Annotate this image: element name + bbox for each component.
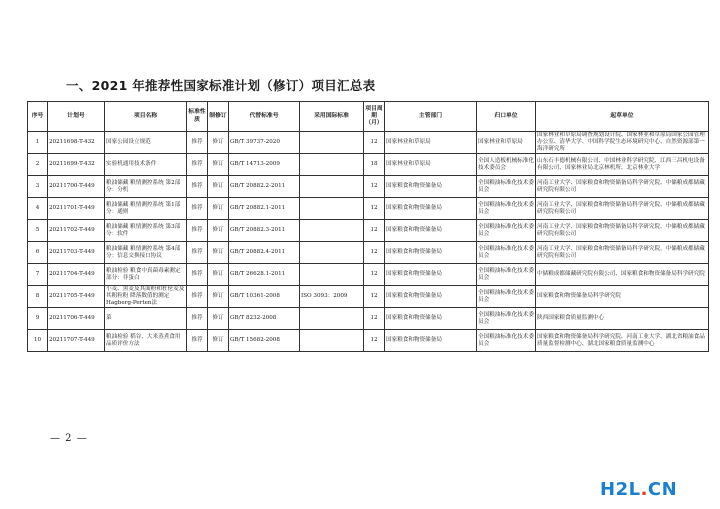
cell-period: 12	[364, 132, 385, 154]
cell-seq: 7	[28, 264, 48, 286]
cell-nature: 推荐	[187, 264, 208, 286]
cell-project-name: 国家公园设立规范	[105, 132, 187, 154]
page-number: — 2 —	[50, 433, 88, 444]
col-header-intl-std: 采用国际标准	[300, 102, 364, 132]
col-header-project-name: 项目名称	[105, 102, 187, 132]
cell-revision: 修订	[208, 286, 229, 308]
cell-nature: 推荐	[187, 330, 208, 352]
cell-replaced-std: GB/T 39737-2020	[229, 132, 300, 154]
cell-plan-no: 20211707-T-449	[48, 330, 105, 352]
cell-tc: 全国粮油标准化技术委员会	[477, 308, 536, 330]
cell-replaced-std: GB/T 8232-2008	[229, 308, 300, 330]
cell-replaced-std: GB/T 20882.2-2011	[229, 176, 300, 198]
cell-drafters: 河南工业大学、国家粮食和物资储备局科学研究院、中储粮成都储藏研究院有限公司	[536, 198, 709, 220]
cell-period: 12	[364, 286, 385, 308]
cell-seq: 1	[28, 132, 48, 154]
cell-drafters: 国家粮食和物资储备局科学研究院、河南工业大学、湖北省粮油食品质量监督检测中心、湖北国家粮食质量监测中心	[536, 330, 709, 352]
cell-nature: 推荐	[187, 308, 208, 330]
cell-period: 12	[364, 242, 385, 264]
cell-authority: 国家粮食和物资储备局	[385, 286, 477, 308]
cell-plan-no: 20211704-T-449	[48, 264, 105, 286]
cell-period: 12	[364, 264, 385, 286]
cell-tc: 国家林业和草原局	[477, 132, 536, 154]
col-header-plan-no: 计划号	[48, 102, 105, 132]
cell-seq: 4	[28, 198, 48, 220]
cell-replaced-std: GB/T 20882.1-2011	[229, 198, 300, 220]
cell-intl-std: ISO 3093：2009	[300, 286, 364, 308]
standards-table	[27, 101, 709, 352]
cell-replaced-std: GB/T 14713-2009	[229, 154, 300, 176]
cell-replaced-std: GB/T 10361-2008	[229, 286, 300, 308]
cell-intl-std	[300, 154, 364, 176]
cell-authority: 国家粮食和物资储备局	[385, 220, 477, 242]
cell-nature: 推荐	[187, 220, 208, 242]
cell-drafters: 国家林业和草原局调查规划设计院、国家林业和草原局国家公园管理办公室、清华大学、中国科学院生态环境研究中心、自然资源部第一海洋研究所	[536, 132, 709, 154]
cell-project-name: 粮油检验 粮食中真菌毒素测定 部分：非蛋白	[105, 264, 187, 286]
cell-tc: 全国粮油标准化技术委员会	[477, 286, 536, 308]
col-header-revision: 制修订	[208, 102, 229, 132]
cell-drafters: 陕西国家粮食质量监测中心	[536, 308, 709, 330]
col-header-nature: 标准性质	[187, 102, 208, 132]
cell-plan-no: 20211702-T-449	[48, 220, 105, 242]
cell-authority: 国家粮食和物资储备局	[385, 308, 477, 330]
cell-drafters: 山东石丰德机械有限公司、中国林业科学研究院、江西三昌机电设备有限公司、国家林业局北京林机所、北京林业大学	[536, 154, 709, 176]
cell-plan-no: 20211701-T-449	[48, 198, 105, 220]
cell-seq: 9	[28, 308, 48, 330]
watermark-part-h2l: H2L	[600, 479, 641, 500]
cell-tc: 全国粮油标准化技术委员会	[477, 330, 536, 352]
cell-nature: 推荐	[187, 176, 208, 198]
cell-tc: 全国粮油标准化技术委员会	[477, 242, 536, 264]
table-row	[28, 154, 709, 176]
cell-seq: 8	[28, 286, 48, 308]
cell-period: 12	[364, 330, 385, 352]
site-watermark-logo	[600, 479, 677, 500]
cell-drafters: 河南工业大学、国家粮食和物资储备局科学研究院、中储粮成都储藏研究院有限公司	[536, 220, 709, 242]
cell-authority: 国家林业和草原局	[385, 132, 477, 154]
cell-revision: 修订	[208, 264, 229, 286]
cell-seq: 2	[28, 154, 48, 176]
cell-project-name: 小麦、黑麦及其面粉和杜伦麦及其粗粒粉 降落数值的测定 Hagberg-Perten法	[105, 286, 187, 308]
cell-period: 12	[364, 176, 385, 198]
table-row	[28, 198, 709, 220]
cell-period: 12	[364, 198, 385, 220]
page-title: 一、2021 年推荐性国家标准计划（修订）项目汇总表	[66, 78, 376, 93]
cell-project-name: 粮油储藏 粮情测控系统 第3部分：软件	[105, 220, 187, 242]
cell-plan-no: 20211703-T-449	[48, 242, 105, 264]
cell-replaced-std: GB/T 26628.1-2011	[229, 264, 300, 286]
cell-plan-no: 20211705-T-449	[48, 286, 105, 308]
cell-intl-std	[300, 330, 364, 352]
cell-replaced-std: GB/T 15682-2008	[229, 330, 300, 352]
cell-revision: 修订	[208, 132, 229, 154]
cell-tc: 全国人造板机械标准化技术委员会	[477, 154, 536, 176]
col-header-replaced-std: 代替标准号	[229, 102, 300, 132]
cell-plan-no: 20211700-T-449	[48, 176, 105, 198]
cell-period: 18	[364, 154, 385, 176]
table-row	[28, 264, 709, 286]
cell-authority: 国家粮食和物资储备局	[385, 264, 477, 286]
cell-drafters: 河南工业大学、国家粮食和物资储备局科学研究院、中储粮成都储藏研究院有限公司	[536, 242, 709, 264]
cell-authority: 国家林业和草原局	[385, 154, 477, 176]
cell-drafters: 中储粮成都储藏研究院有限公司、国家粮食和物资储备局科学研究院	[536, 264, 709, 286]
cell-plan-no: 20211706-T-449	[48, 308, 105, 330]
cell-seq: 10	[28, 330, 48, 352]
cell-period: 12	[364, 308, 385, 330]
cell-replaced-std: GB/T 20882.3-2011	[229, 220, 300, 242]
cell-intl-std	[300, 198, 364, 220]
cell-seq: 5	[28, 220, 48, 242]
table-row	[28, 330, 709, 352]
cell-plan-no: 20211699-T-432	[48, 154, 105, 176]
cell-revision: 修订	[208, 176, 229, 198]
cell-tc: 全国粮油标准化技术委员会	[477, 220, 536, 242]
cell-tc: 全国粮油标准化技术委员会	[477, 264, 536, 286]
cell-authority: 国家粮食和物资储备局	[385, 176, 477, 198]
cell-intl-std	[300, 132, 364, 154]
cell-intl-std	[300, 176, 364, 198]
cell-authority: 国家粮食和物资储备局	[385, 242, 477, 264]
cell-tc: 全国粮油标准化技术委员会	[477, 198, 536, 220]
cell-nature: 推荐	[187, 154, 208, 176]
table-row	[28, 220, 709, 242]
cell-drafters: 河南工业大学、国家粮食和物资储备局科学研究院、中储粮成都储藏研究院有限公司	[536, 176, 709, 198]
cell-revision: 修订	[208, 198, 229, 220]
cell-replaced-std: GB/T 20882.4-2011	[229, 242, 300, 264]
table-row	[28, 286, 709, 308]
cell-authority: 国家粮食和物资储备局	[385, 198, 477, 220]
cell-project-name: 菜	[105, 308, 187, 330]
cell-authority: 国家粮食和物资储备局	[385, 330, 477, 352]
cell-intl-std	[300, 308, 364, 330]
col-header-tc: 归口单位	[477, 102, 536, 132]
cell-intl-std	[300, 242, 364, 264]
cell-revision: 修订	[208, 242, 229, 264]
watermark-part-cn: CN	[647, 479, 678, 500]
col-header-period: 项目周期（月）	[364, 102, 385, 132]
table-row	[28, 132, 709, 154]
cell-drafters: 国家粮食和物资储备局科学研究院	[536, 286, 709, 308]
cell-seq: 6	[28, 242, 48, 264]
cell-nature: 推荐	[187, 242, 208, 264]
cell-project-name: 粮油检验 稻谷、大米蒸煮食用品质评价方法	[105, 330, 187, 352]
cell-project-name: 粮油储藏 粮情测控系统 第1部分：通则	[105, 198, 187, 220]
table-row	[28, 176, 709, 198]
cell-nature: 推荐	[187, 198, 208, 220]
cell-tc: 全国粮油标准化技术委员会	[477, 176, 536, 198]
cell-revision: 修订	[208, 220, 229, 242]
col-header-authority: 主管部门	[385, 102, 477, 132]
cell-project-name: 实验机通用技术条件	[105, 154, 187, 176]
cell-period: 12	[364, 220, 385, 242]
cell-intl-std	[300, 264, 364, 286]
cell-plan-no: 20211698-T-432	[48, 132, 105, 154]
cell-seq: 3	[28, 176, 48, 198]
cell-project-name: 粮油储藏 粮情测控系统 第4部分：信息交换接口协议	[105, 242, 187, 264]
table-row	[28, 242, 709, 264]
cell-revision: 修订	[208, 330, 229, 352]
watermark-dot: .	[640, 479, 648, 500]
cell-revision: 修订	[208, 308, 229, 330]
table-header-row	[28, 102, 709, 132]
cell-nature: 推荐	[187, 132, 208, 154]
cell-revision: 修订	[208, 154, 229, 176]
col-header-seq: 序号	[28, 102, 48, 132]
col-header-drafters: 起草单位	[536, 102, 709, 132]
cell-nature: 推荐	[187, 286, 208, 308]
table-row	[28, 308, 709, 330]
cell-intl-std	[300, 220, 364, 242]
cell-project-name: 粮油储藏 粮情测控系统 第2部分：分机	[105, 176, 187, 198]
